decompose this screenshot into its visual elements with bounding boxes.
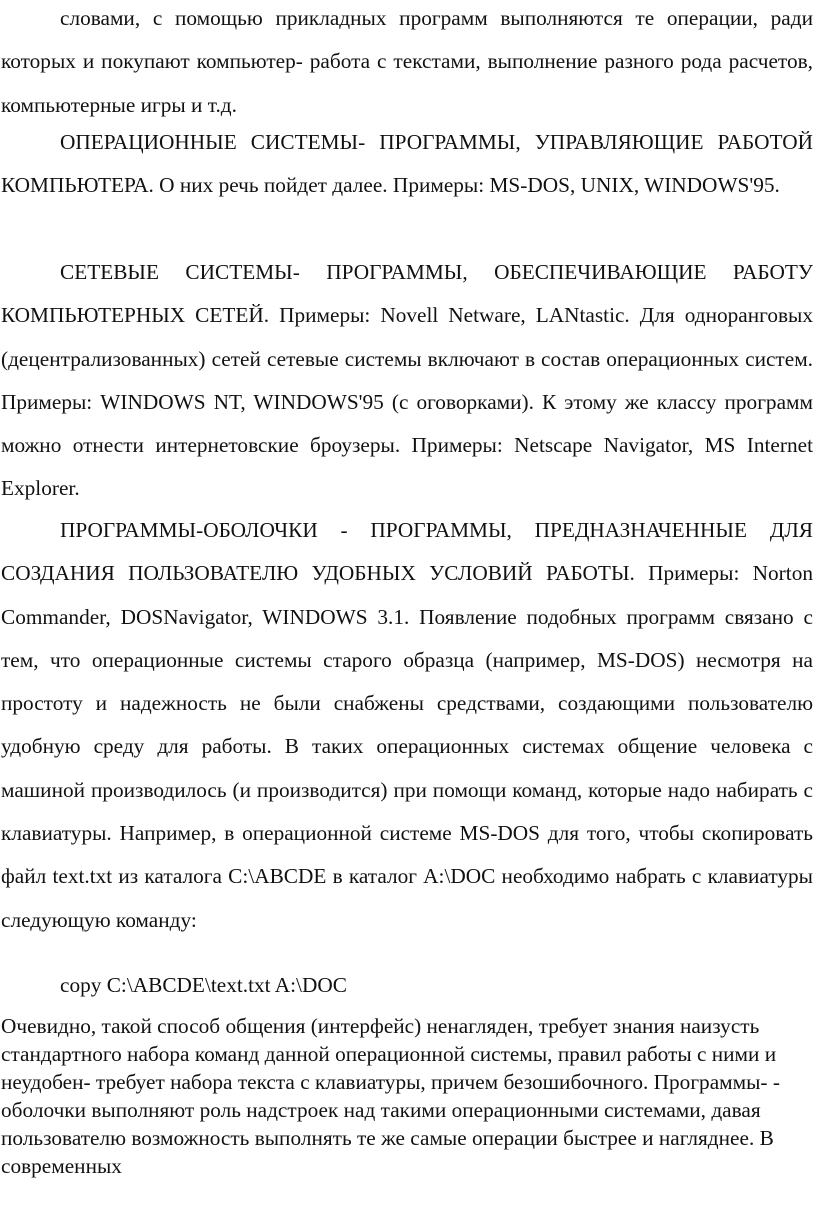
paragraph-applied-programs: словами, с помощью прикладных программ выполняются те операции, ради которых и покупают компьютер- работа с текстами, выполнение разного рода расчетов, компьютерные игры и т.д. [1, 6, 813, 117]
paragraph-operating-systems: ОПЕРАЦИОННЫЕ СИСТЕМЫ- ПРОГРАММЫ, УПРАВЛЯЮЩИЕ РАБОТОЙ КОМПЬЮТЕРА. О них речь пойдет далее. Примеры: MS-DOS, UNIX, WINDOWS'95. [1, 130, 813, 198]
paragraph-closing: Очевидно, такой способ общения (интерфейс) ненагляден, требует знания наизусть стандартного набора команд данной операционной системы, правил работы с ними и неудобен- требует набора текста с клавиатуры, причем безошибочного. Программы- - оболочки выполняют роль надстроек над такими операционными системами, давая пользователю возможность выполнять те же самые операции быстрее и нагляднее. В современных [1, 1014, 780, 1178]
paragraph-network-systems: СЕТЕВЫЕ СИСТЕМЫ- ПРОГРАММЫ, ОБЕСПЕЧИВАЮЩИЕ РАБОТУ КОМПЬЮТЕРНЫХ СЕТЕЙ. Примеры: Novell Netware, LANtastic. Для одноранговых (децентрализованных) сетей сетевые системы включают в состав операционных систем. Примеры: WINDOWS NT, WINDOWS'95 (с оговорками). К этому же классу программ можно отнести интернетовские броузеры. Примеры: Netscape Navigator, MS Internet Explorer. [1, 260, 813, 501]
paragraph-shell-programs: ПРОГРАММЫ-ОБОЛОЧКИ - ПРОГРАММЫ, ПРЕДНАЗНАЧЕННЫЕ ДЛЯ СОЗДАНИЯ ПОЛЬЗОВАТЕЛЮ УДОБНЫХ УСЛОВИЙ РАБОТЫ. Примеры: Norton Commander, DOSNavigator, WINDOWS 3.1. Появление подобных программ связано с тем, что операционные системы старого образца (например, MS-DOS) несмотря на простоту и надежность не были снабжены средствами, создающими пользователю удобную среду для работы. В таких операционных системах общение человека с машиной производилось (и производится) при помощи команд, которые надо набирать с клавиатуры. Например, в операционной системе MS-DOS для того, чтобы скопировать файл text.txt из каталога C:\ABCDE в каталог A:\DOC необходимо набрать с клавиатуры следующую команду: [1, 518, 813, 932]
command-example: copy C:\ABCDE\text.txt A:\DOC [60, 973, 347, 997]
